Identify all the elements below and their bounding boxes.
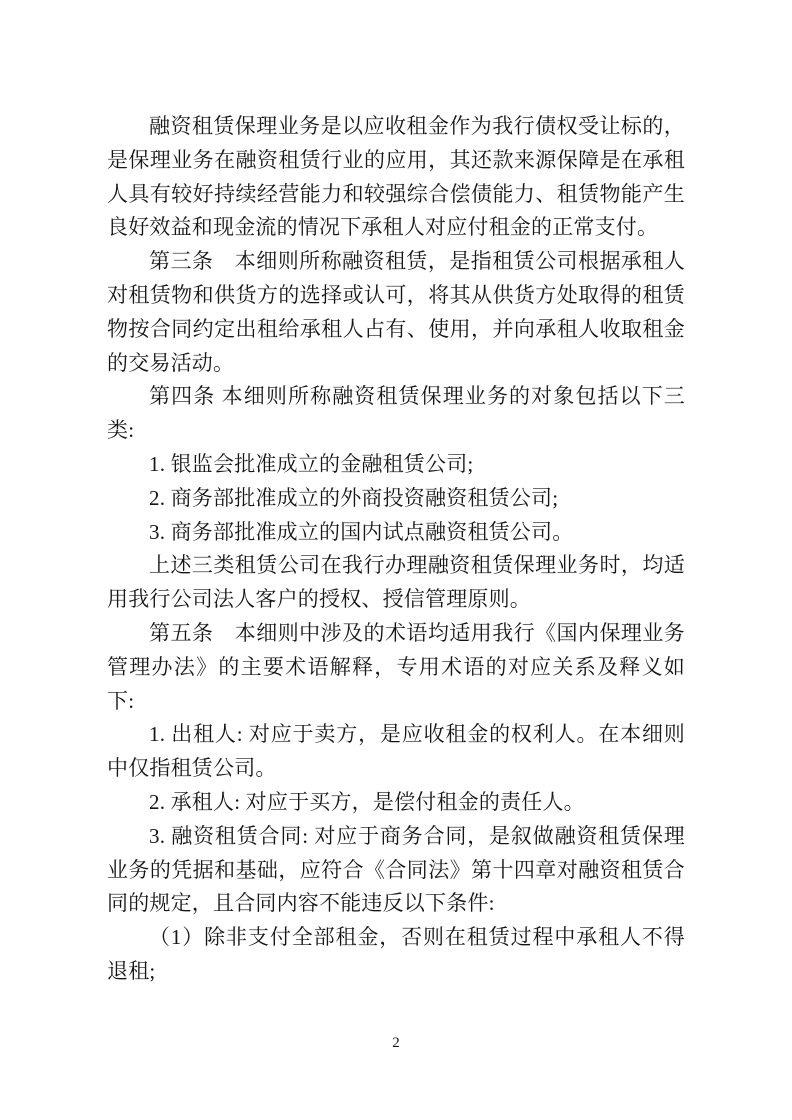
paragraph: 1. 银监会批准成立的金融租赁公司; [149, 451, 474, 476]
paragraph: 3. 商务部批准成立的国内试点融资租赁公司。 [149, 519, 574, 544]
document-body [107, 110, 685, 989]
page-number: 2 [392, 1035, 400, 1051]
paragraph: 第三条 本细则所称融资租赁，是指租赁公司根据承租人对租赁物和供货方的选择或认可，将其从供货方处取得的租赁物按合同约定出租给承租人占有、使用，并向承租人收取租金的交易活动。 [107, 249, 685, 375]
paragraph: 2. 商务部批准成立的外商投资融资租赁公司; [149, 485, 559, 510]
paragraph: 上述三类租赁公司在我行办理融资租赁保理业务时，均适用我行公司法人客户的授权、授信管理原则。 [107, 553, 685, 612]
paragraph: 融资租赁保理业务是以应收租金作为我行债权受让标的，是保理业务在融资租赁行业的应用，其还款来源保障是在承租人具有较好持续经营能力和较强综合偿债能力、租赁物能产生良好效益和现金流的情况下承租人对应付租金的正常支付。 [107, 114, 685, 240]
paragraph: 2. 承租人: 对应于买方，是偿付租金的责任人。 [149, 789, 585, 814]
paragraph: 1. 出租人: 对应于卖方，是应收租金的权利人。在本细则中仅指租赁公司。 [107, 722, 685, 781]
paragraph: （1）除非支付全部租金，否则在租赁过程中承租人不得退租; [107, 925, 685, 983]
paragraph: 第五条 本细则中涉及的术语均适用我行《国内保理业务管理办法》的主要术语解释，专用术语的对应关系及释义如下: [107, 620, 685, 713]
paragraph: 3. 融资租赁合同: 对应于商务合同，是叙做融资租赁保理业务的凭据和基础，应符合《合同法》第十四章对融资租赁合同的规定，且合同内容不能违反以下条件: [107, 823, 685, 916]
paragraph: 第四条 本细则所称融资租赁保理业务的对象包括以下三类: [107, 384, 685, 443]
